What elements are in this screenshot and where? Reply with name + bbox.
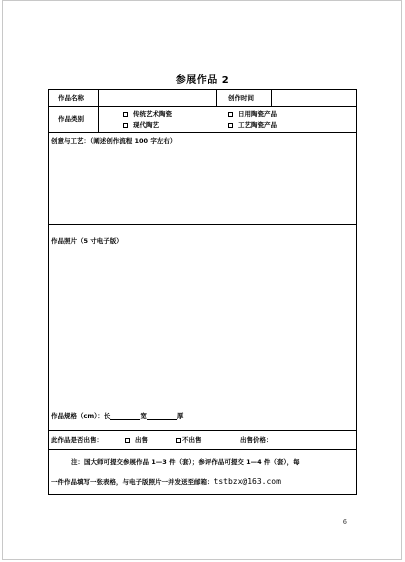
- thickness-label: 厚: [176, 412, 184, 420]
- note-line-2: [51, 477, 281, 486]
- category-option[interactable]: [123, 110, 172, 118]
- width-blank[interactable]: [147, 412, 177, 420]
- category-option-label: 传统艺术陶瓷: [133, 110, 172, 118]
- idea-label: 创意与工艺：（阐述创作流程 100 字左右）: [51, 137, 177, 145]
- category-option-label: 现代陶艺: [133, 121, 159, 129]
- length-blank[interactable]: [110, 412, 140, 420]
- checkbox[interactable]: [228, 112, 233, 117]
- category-option[interactable]: [123, 121, 159, 129]
- category-option-label: 日用陶瓷产品: [238, 110, 277, 118]
- table-border-bottom: [48, 494, 357, 495]
- row-divider: [48, 449, 357, 450]
- row-divider: [48, 224, 357, 225]
- note-line-1: 注：国大师可提交参展作品 1—3 件（套）；参评作品可提交 1—4 件（套），每: [71, 458, 300, 466]
- note-line-2-text: 一件作品填写一张表格，与电子版照片一并发送至邮箱：: [51, 478, 214, 486]
- sale-yes-option[interactable]: [125, 436, 148, 444]
- sale-price-label: 出售价格：: [240, 436, 273, 444]
- category-option[interactable]: [228, 110, 277, 118]
- sale-no-label: 不出售: [182, 436, 202, 444]
- category-option[interactable]: [228, 121, 277, 129]
- checkbox[interactable]: [123, 112, 128, 117]
- table-border-top: [48, 89, 357, 90]
- size-field: [51, 412, 183, 420]
- table-border-left: [48, 89, 49, 495]
- email-address: tstbzx@163.com: [213, 477, 281, 486]
- sale-yes-label: 出售: [135, 436, 148, 444]
- name-label: 作品名称: [58, 94, 84, 102]
- col-divider: [98, 89, 99, 133]
- photo-label: 作品照片（5 寸电子版）: [51, 237, 123, 245]
- checkbox[interactable]: [125, 438, 130, 443]
- date-label: 创作时间: [228, 94, 254, 102]
- row-divider: [48, 106, 357, 107]
- checkbox[interactable]: [228, 123, 233, 128]
- sale-no-option[interactable]: [176, 436, 202, 444]
- category-label: 作品类别: [58, 115, 84, 123]
- page-number: 6: [343, 519, 347, 526]
- width-label: 宽: [140, 412, 147, 420]
- col-divider: [271, 89, 272, 107]
- category-option-label: 工艺陶瓷产品: [238, 121, 277, 129]
- sale-label: 此作品是否出售：: [51, 436, 103, 444]
- col-divider: [216, 89, 217, 107]
- row-divider: [48, 430, 357, 431]
- checkbox[interactable]: [176, 438, 181, 443]
- row-divider: [48, 132, 357, 133]
- checkbox[interactable]: [123, 123, 128, 128]
- size-label: 作品规格（cm）：长: [51, 412, 111, 420]
- form-title: 参展作品 2: [175, 75, 230, 86]
- table-border-right: [356, 89, 357, 495]
